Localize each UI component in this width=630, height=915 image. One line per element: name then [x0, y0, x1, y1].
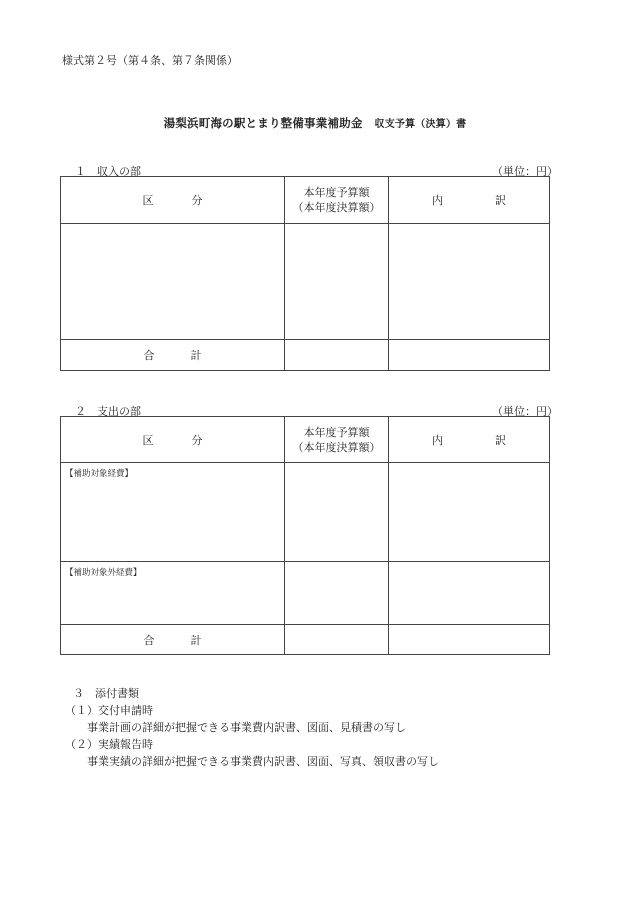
document-title: [0, 115, 630, 131]
expense-total-amount: [285, 625, 389, 655]
income-body-category: [61, 224, 285, 340]
expense-col-breakdown: [389, 417, 550, 463]
income-body-amount: [285, 224, 389, 340]
income-col-category-a: 区: [142, 194, 154, 207]
title-main: 湯梨浜町海の駅とまり整備事業補助金: [163, 116, 363, 130]
income-total-b: 計: [190, 349, 202, 362]
expense-total-a: 合: [143, 633, 155, 647]
attachments-heading: ３ 添付書類: [73, 687, 139, 700]
attachment-item-1-label: （１）交付申請時: [65, 704, 153, 717]
income-col-amount-line2: （本年度決算額）: [292, 201, 381, 214]
expense-ineligible-row: [61, 562, 550, 625]
expense-ineligible-label: 【補助対象外経費】: [65, 568, 142, 578]
income-table: [60, 176, 550, 371]
expense-col-category-b: 分: [191, 433, 203, 447]
expense-eligible-label: 【補助対象経費】: [65, 469, 134, 479]
income-total-a: 合: [143, 349, 155, 362]
expense-col-amount-line1: 本年度予算額: [303, 425, 370, 439]
income-col-breakdown: [389, 177, 550, 224]
income-total-amount: [285, 340, 389, 371]
attachment-item-2: [65, 736, 439, 770]
expense-ineligible-amount: [285, 562, 389, 625]
attachments-section: [65, 685, 439, 770]
expense-eligible-row: [61, 463, 550, 562]
expense-col-category-a: 区: [142, 433, 154, 447]
expense-eligible-breakdown: [389, 463, 550, 562]
expense-col-amount: [285, 417, 389, 463]
income-col-amount-line1: 本年度予算額: [303, 186, 370, 199]
expense-ineligible-breakdown: [389, 562, 550, 625]
expense-col-breakdown-a: 内: [432, 433, 443, 447]
expense-ineligible-category: [61, 562, 285, 625]
expense-col-breakdown-b: 訳: [495, 433, 506, 447]
income-header-row: [61, 177, 550, 224]
attachment-item-1-detail: 事業計画の詳細が把握できる事業費内訳書、図面、見積書の写し: [87, 721, 406, 734]
attachment-item-2-detail: 事業実績の詳細が把握できる事業費内訳書、図面、写真、領収書の写し: [87, 755, 439, 768]
income-col-category-b: 分: [191, 194, 203, 207]
expense-header-row: [61, 417, 550, 463]
expense-table: [60, 416, 550, 655]
expense-total-b: 計: [190, 633, 202, 647]
income-col-breakdown-a: 内: [432, 194, 443, 207]
expense-col-category: [61, 417, 285, 463]
income-heading: １ 収入の部: [75, 165, 141, 178]
expense-heading: ２ 支出の部: [75, 405, 141, 418]
form-number: 様式第２号（第４条、第７条関係）: [62, 54, 238, 67]
expense-eligible-category: [61, 463, 285, 562]
income-col-amount: [285, 177, 389, 224]
income-body-row: [61, 224, 550, 340]
expense-total-row: [61, 625, 550, 655]
expense-total-breakdown: [389, 625, 550, 655]
attachment-item-2-label: （２）実績報告時: [65, 738, 153, 751]
income-total-label: [61, 340, 285, 371]
income-col-breakdown-b: 訳: [495, 194, 506, 207]
income-total-row: [61, 340, 550, 371]
attachment-item-1: [65, 702, 439, 736]
expense-col-amount-line2: （本年度決算額）: [292, 440, 381, 454]
income-col-category: [61, 177, 285, 224]
expense-unit: （単位：円）: [492, 405, 558, 418]
title-sub: 収支予算（決算）書: [374, 119, 467, 130]
income-total-breakdown: [389, 340, 550, 371]
income-body-breakdown: [389, 224, 550, 340]
expense-eligible-amount: [285, 463, 389, 562]
income-unit: （単位：円）: [492, 165, 558, 178]
expense-total-label: [61, 625, 285, 655]
